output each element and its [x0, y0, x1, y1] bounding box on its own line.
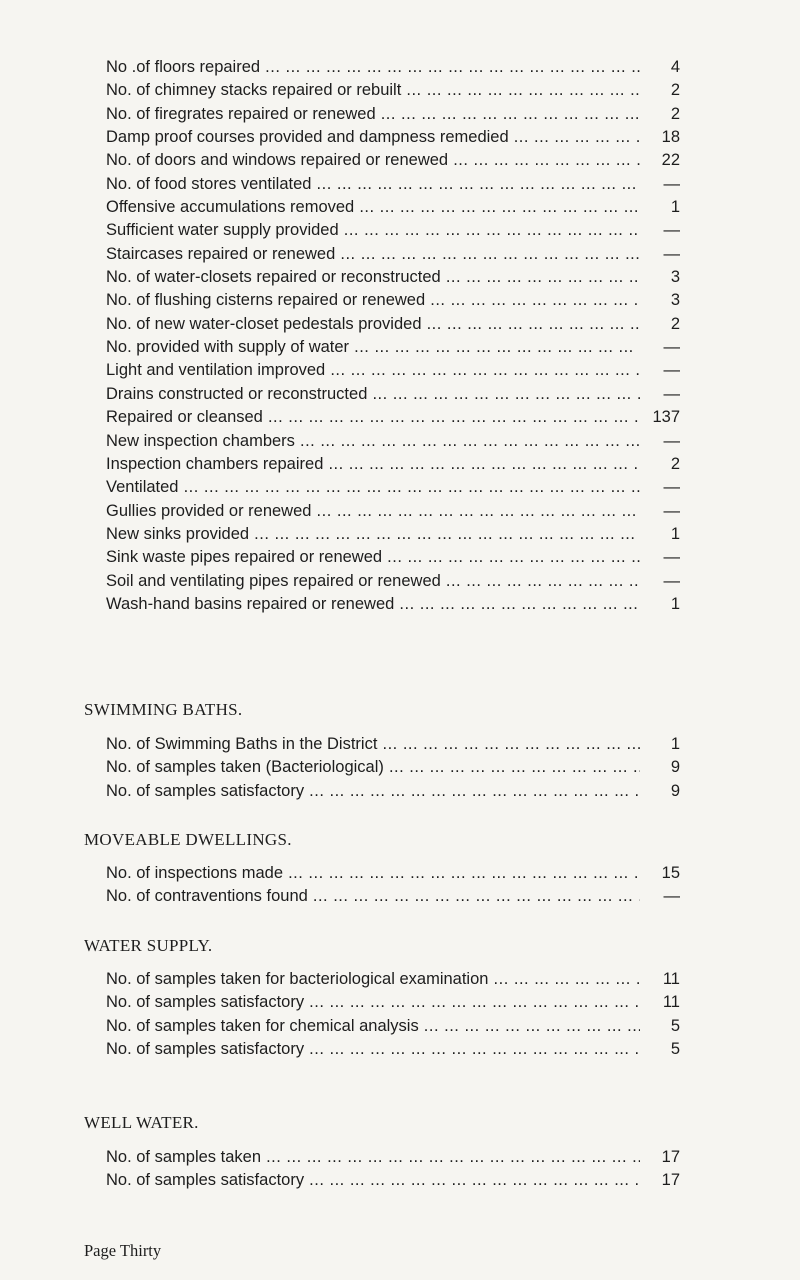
list-item: No. of samples taken for bacteriological examination ... . 11	[106, 968, 680, 991]
list-item: No. of contraventions found ... . —	[106, 885, 680, 908]
repairs-list	[106, 56, 680, 616]
section-heading-water-supply: WATER SUPPLY.	[84, 936, 213, 955]
list-item: No. of samples satisfactory ... . 11	[106, 991, 680, 1014]
list-item: Sink waste pipes repaired or renewed ... . —	[106, 546, 680, 569]
list-item: No. of chimney stacks repaired or rebuilt ... . 2	[106, 79, 680, 102]
list-item: No. of doors and windows repaired or renewed ... . 22	[106, 149, 680, 172]
section-heading-well-water: WELL WATER.	[84, 1113, 199, 1132]
section-heading-moveable-dwellings: MOVEABLE DWELLINGS.	[84, 830, 292, 849]
list-item: No. of flushing cisterns repaired or renewed ... . 3	[106, 289, 680, 312]
list-item: Soil and ventilating pipes repaired or renewed ... . —	[106, 570, 680, 593]
list-item: No .of floors repaired ... . 4	[106, 56, 680, 79]
list-item: No. provided with supply of water ... . —	[106, 336, 680, 359]
moveable-dwellings-list	[106, 862, 680, 909]
list-item: No. of Swimming Baths in the District ... . 1	[106, 733, 680, 756]
page-number: Page Thirty	[84, 1241, 162, 1260]
list-item: Repaired or cleansed ... . 137	[106, 406, 680, 429]
list-item: Gullies provided or renewed ... . —	[106, 500, 680, 523]
section-heading-swimming-baths: SWIMMING BATHS.	[84, 700, 243, 719]
water-supply-list	[106, 968, 680, 1061]
swimming-baths-list	[106, 733, 680, 803]
list-item: No. of new water-closet pedestals provided ... . 2	[106, 313, 680, 336]
list-item: New sinks provided ... . 1	[106, 523, 680, 546]
list-item: Wash-hand basins repaired or renewed ... . 1	[106, 593, 680, 616]
list-item: Ventilated ... . —	[106, 476, 680, 499]
list-item: Offensive accumulations removed ... . 1	[106, 196, 680, 219]
list-item: No. of water-closets repaired or reconstructed ... . 3	[106, 266, 680, 289]
list-item: Light and ventilation improved ... . —	[106, 359, 680, 382]
list-item: Sufficient water supply provided ... . —	[106, 219, 680, 242]
list-item: No. of firegrates repaired or renewed ... . 2	[106, 103, 680, 126]
list-item: No. of samples taken ... . 17	[106, 1146, 680, 1169]
list-item: No. of samples taken (Bacteriological) ... . 9	[106, 756, 680, 779]
list-item: Drains constructed or reconstructed ... . —	[106, 383, 680, 406]
list-item: No. of samples satisfactory ... . 5	[106, 1038, 680, 1061]
list-item: No. of inspections made ... . 15	[106, 862, 680, 885]
list-item: New inspection chambers ... . —	[106, 430, 680, 453]
list-item: No. of food stores ventilated ... . —	[106, 173, 680, 196]
list-item: No. of samples satisfactory ... . 9	[106, 780, 680, 803]
list-item: Damp proof courses provided and dampness remedied ... . 18	[106, 126, 680, 149]
well-water-list	[106, 1146, 680, 1193]
list-item: Staircases repaired or renewed ... . —	[106, 243, 680, 266]
list-item: No. of samples satisfactory ... . 17	[106, 1169, 680, 1192]
list-item: Inspection chambers repaired ... . 2	[106, 453, 680, 476]
list-item: No. of samples taken for chemical analysis ... . 5	[106, 1015, 680, 1038]
